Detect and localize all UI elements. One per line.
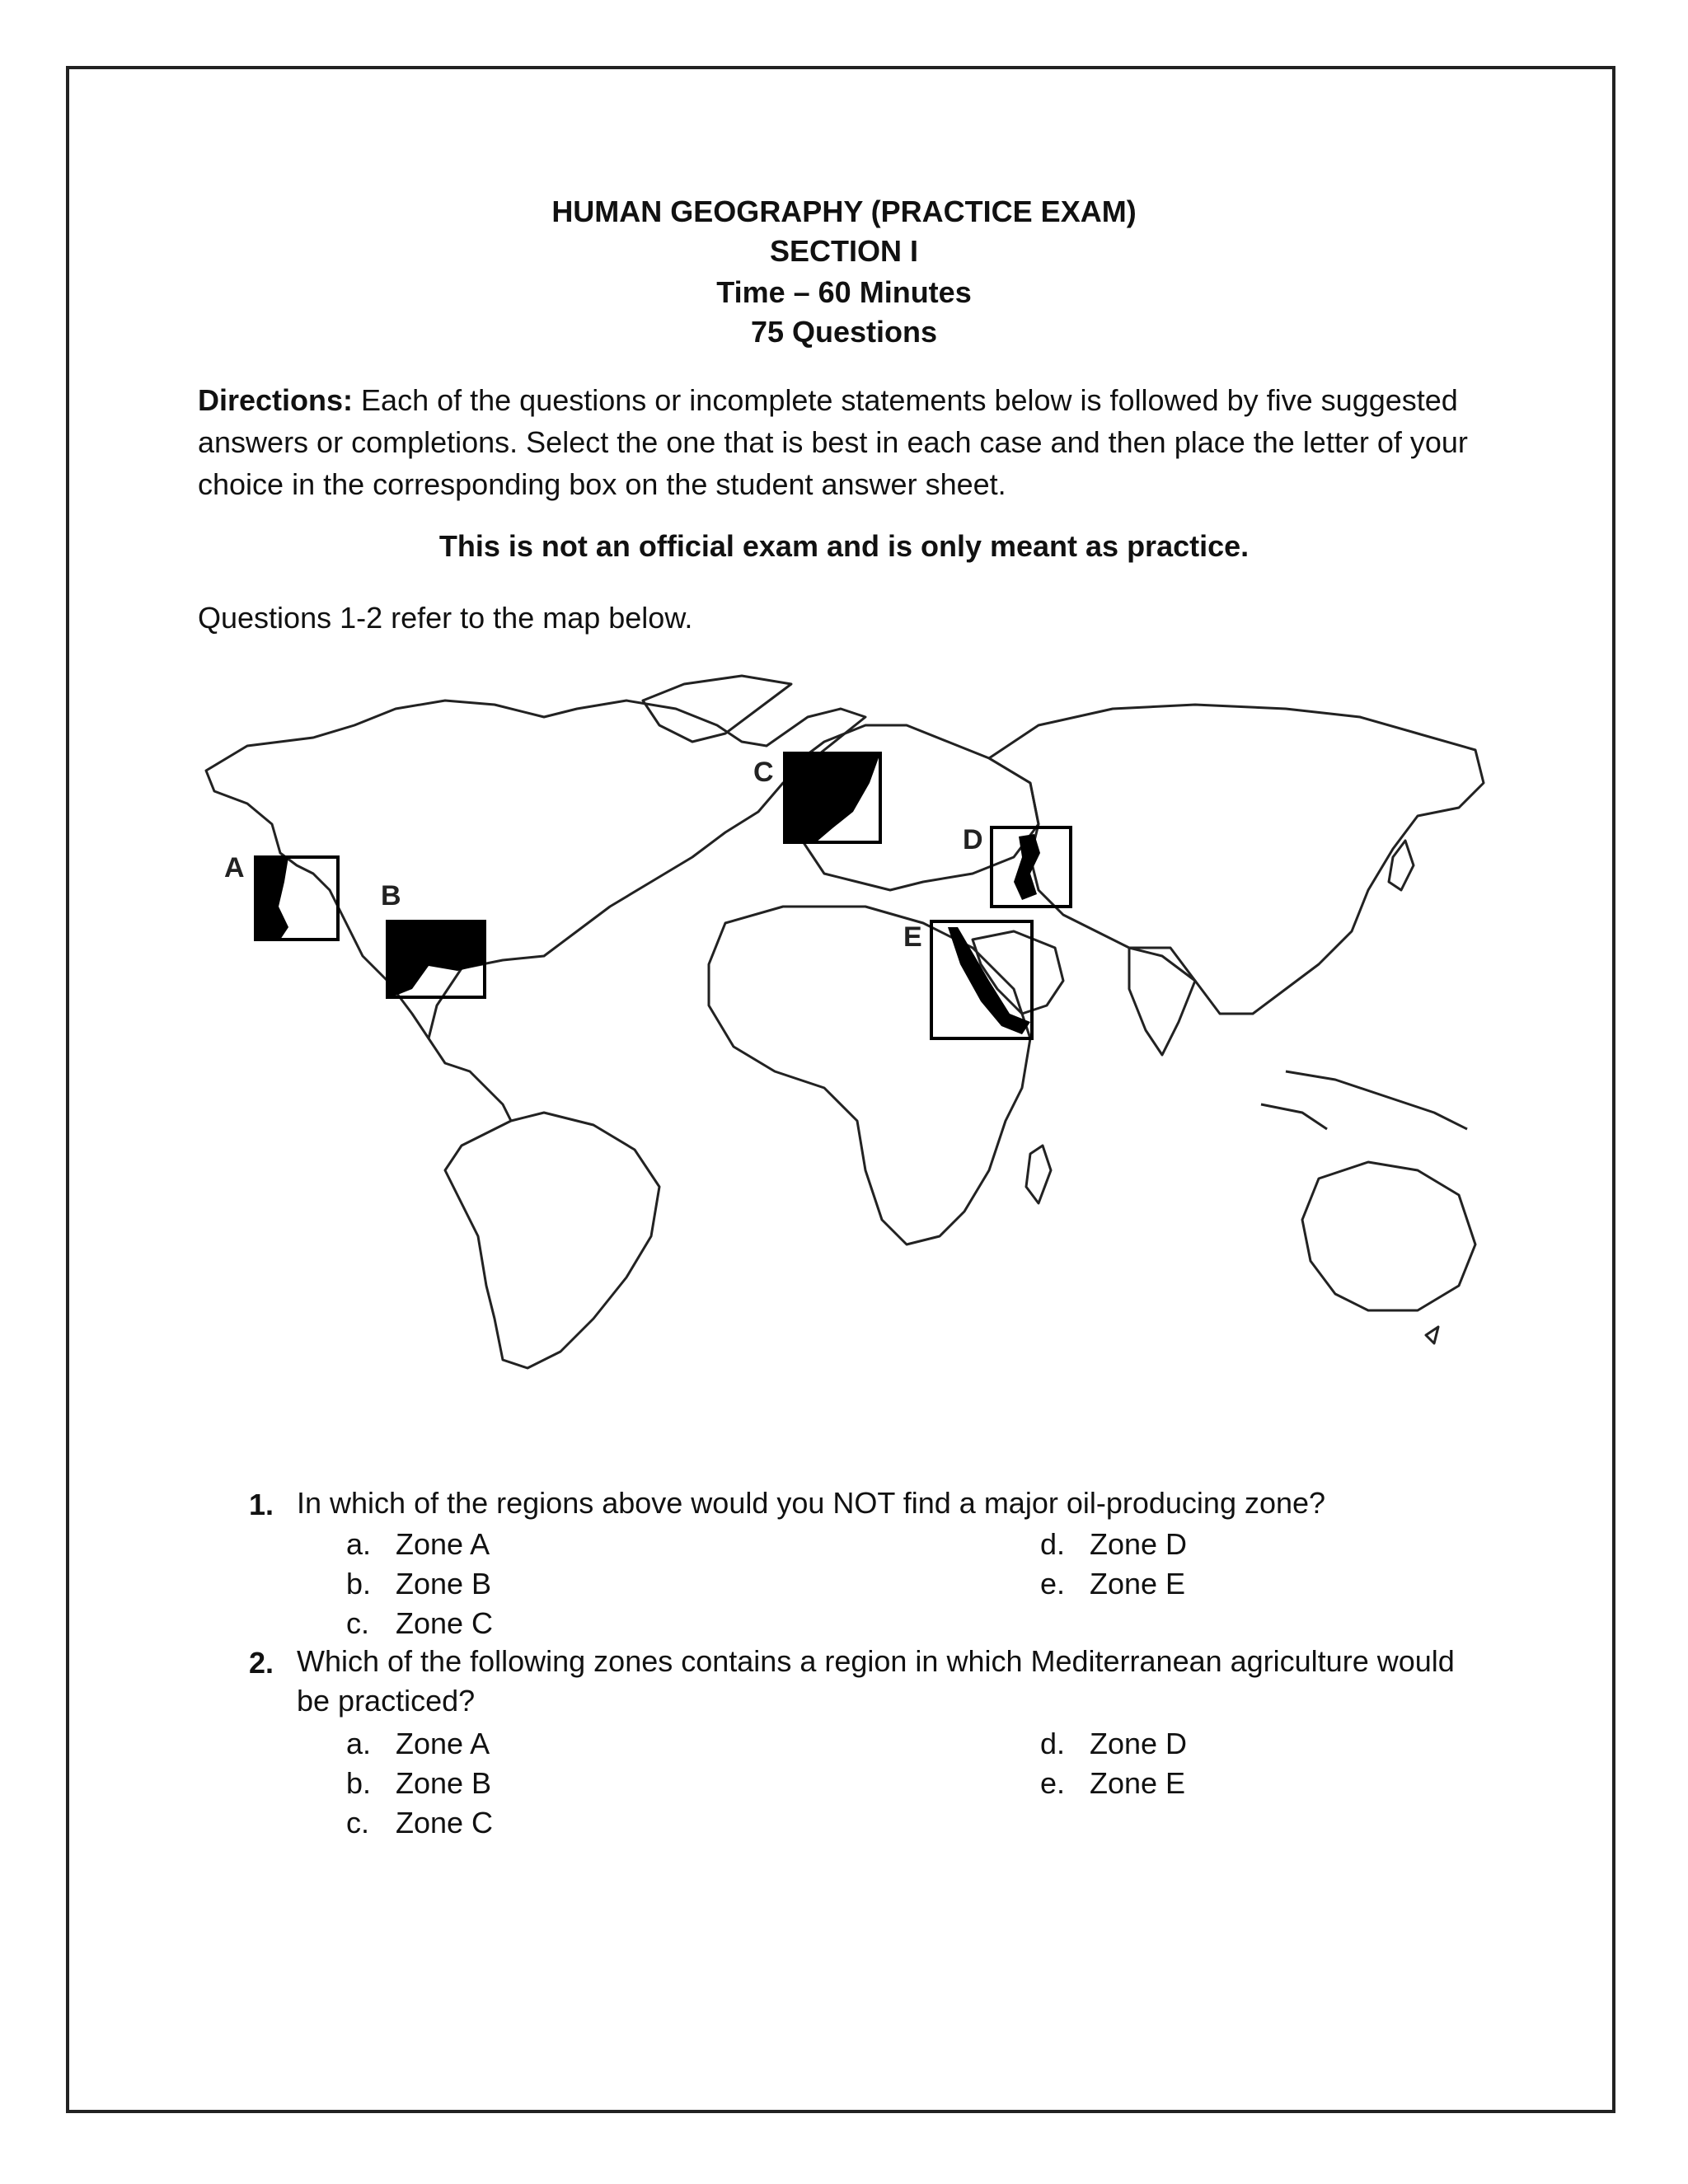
section-label: SECTION I (769, 234, 919, 268)
directions-label: Directions: (198, 383, 354, 417)
question-count: 75 Questions (750, 315, 938, 349)
zone-d (992, 827, 1071, 907)
question-2-option-c[interactable]: c. Zone C (346, 1806, 494, 1840)
zone-c (785, 753, 880, 842)
exam-title: HUMAN GEOGRAPHY (PRACTICE EXAM) (551, 194, 1137, 228)
question-2-text-line2: be practiced? (297, 1684, 476, 1718)
question-2-option-b[interactable]: b. Zone B (346, 1766, 492, 1800)
question-1-option-d[interactable]: d. Zone D (1040, 1527, 1188, 1561)
question-1-number: 1. (249, 1488, 274, 1521)
time-limit: Time – 60 Minutes (716, 275, 972, 309)
question-2-option-e[interactable]: e. Zone E (1040, 1766, 1186, 1800)
zone-b (387, 921, 485, 997)
question-1-option-a[interactable]: a. Zone A (346, 1527, 490, 1561)
question-1-text: In which of the regions above would you NOT find a major oil-producing zone? (297, 1486, 1326, 1520)
zone-a (256, 857, 338, 940)
question-1-option-b[interactable]: b. Zone B (346, 1567, 492, 1601)
map-intro: Questions 1-2 refer to the map below. (198, 601, 693, 635)
question-2-text-line1: Which of the following zones contains a region in which Mediterranean agriculture would (297, 1644, 1455, 1678)
question-2-option-a[interactable]: a. Zone A (346, 1727, 490, 1760)
question-1-option-e[interactable]: e. Zone E (1040, 1567, 1186, 1601)
zone-label-c: C (753, 757, 774, 788)
zone-label-d: D (963, 824, 983, 855)
practice-notice: This is not an official exam and is only meant as practice. (438, 529, 1250, 563)
question-1-option-c[interactable]: c. Zone C (346, 1606, 494, 1640)
question-2-number: 2. (249, 1646, 274, 1680)
directions-text: Each of the questions or incomplete statements below is followed by five suggested answers or completions. Select the one that is best in each case and then place the letter of your choice in the corresponding box on the student answer sheet. (198, 383, 1468, 501)
zone-label-b: B (381, 880, 401, 912)
zone-label-e: E (903, 921, 922, 953)
question-2-option-d[interactable]: d. Zone D (1040, 1727, 1188, 1760)
zone-label-a: A (224, 852, 245, 883)
